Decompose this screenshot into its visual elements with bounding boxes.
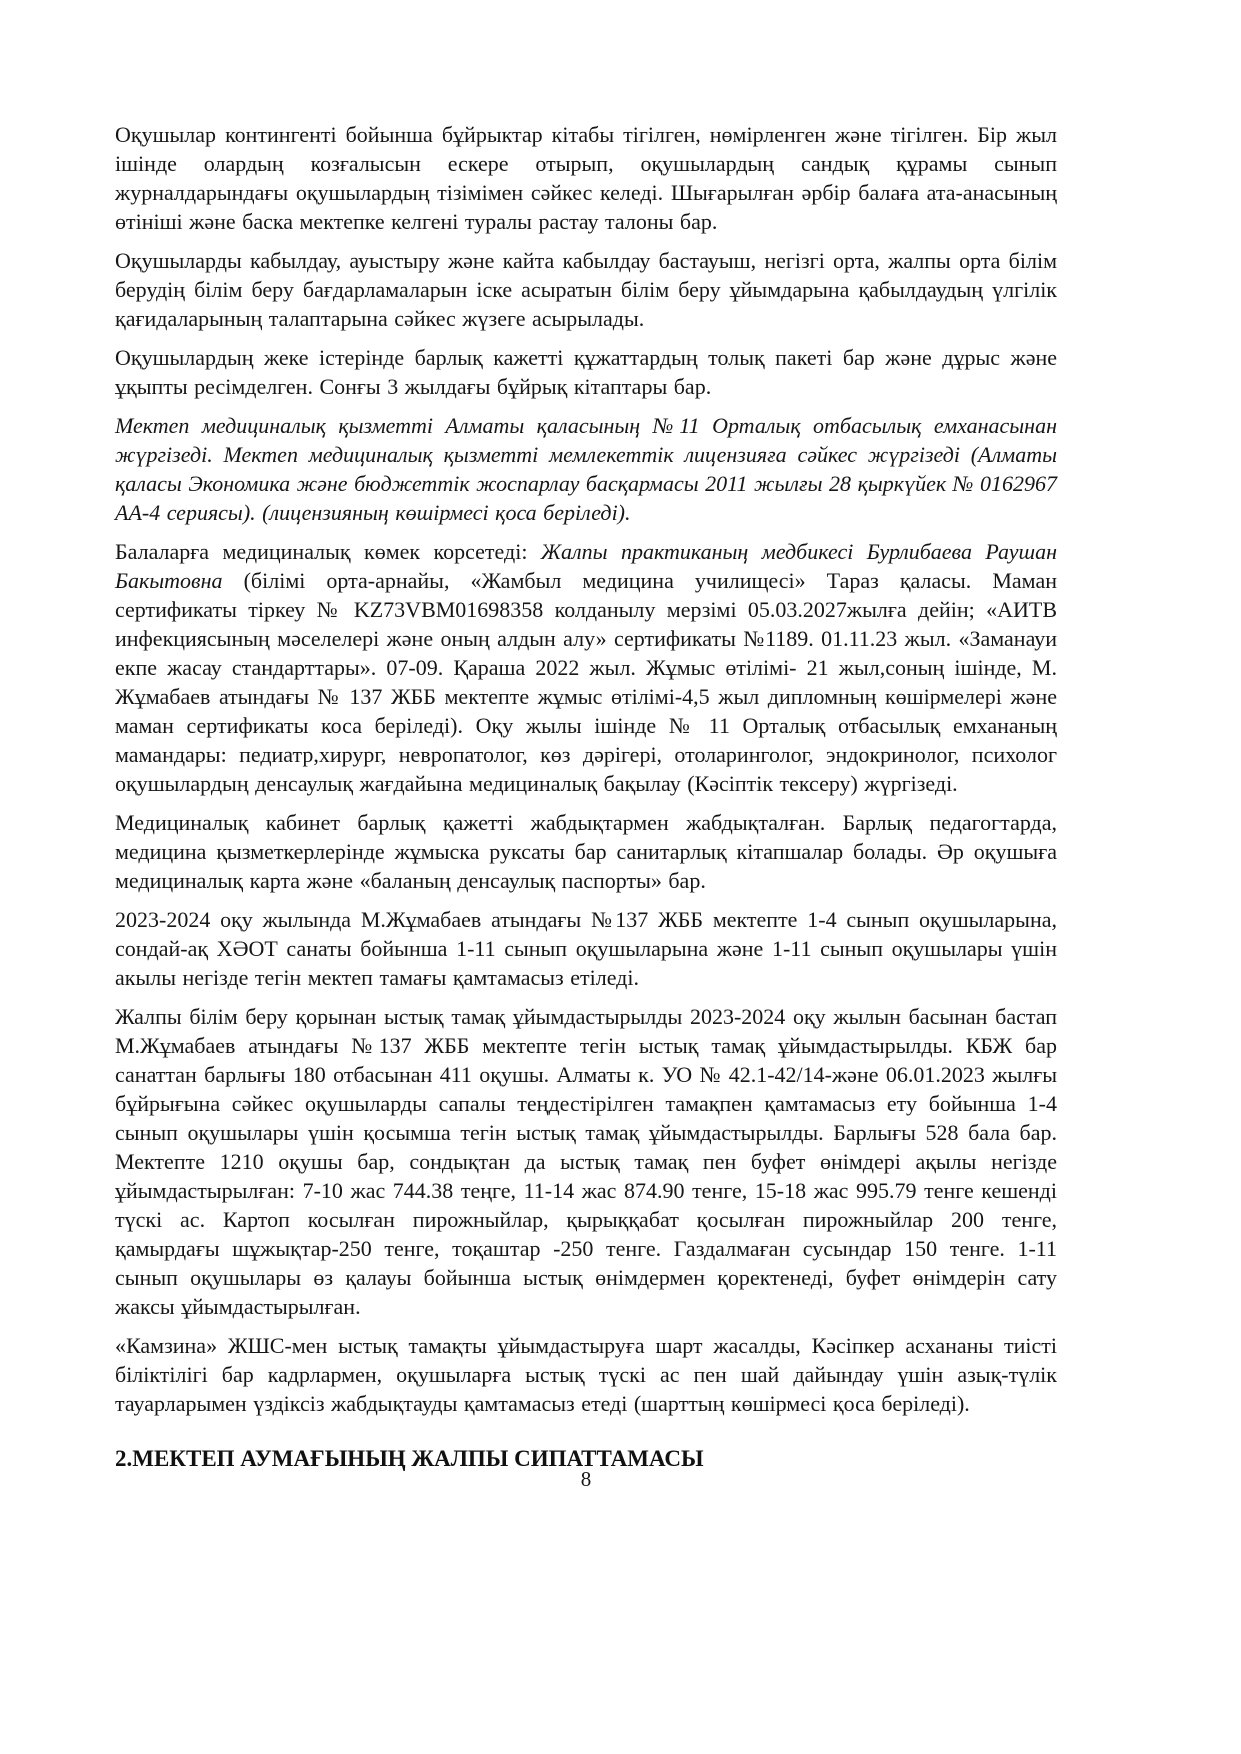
paragraph-text-nurse-name: Жалпы практиканың медбикесі Бурлибаева Раушан Бакытовна: [115, 539, 1057, 593]
paragraph-medical-staff: [115, 537, 1057, 798]
paragraph-hot-meals-organization: [115, 1002, 1057, 1321]
paragraph-medical-cabinet: [115, 808, 1057, 895]
paragraph-text: Оқушыларды кабылдау, ауыстыру және кайта кабылдау бастауыш, негізгі орта, жалпы орта білім берудің білім беру бағдарламаларын іске асыратын білім беру ұйымдарына қабылдаудың үлгілік қағидаларының талаптарына сәйкес жүзеге асырылады.: [115, 248, 1057, 331]
paragraph-admission-rules: [115, 246, 1057, 333]
section-heading: 2.МЕКТЕП АУМАҒЫНЫҢ ЖАЛПЫ СИПАТТАМАСЫ: [115, 1446, 704, 1471]
paragraph-text: 2023-2024 оқу жылында М.Жұмабаев атындағы №137 ЖББ мектепте 1-4 сынып оқушыларына, сондай-ақ ХӘОТ санаты бойынша 1-11 сынып оқушыларына және 1-11 сынып оқушылары үшін акылы негізде тегін мектеп тамағы қамтамасыз етіледі.: [115, 907, 1057, 990]
paragraph-text: Жалпы білім беру қорынан ыстық тамақ ұйымдастырылды 2023-2024 оқу жылын басынан бастап М.Жұмабаев атындағы №137 ЖББ мектепте тегін ыстық тамақ ұйымдастырылды. КБЖ бар санаттан барлығы 180 отбасынан 411 оқушы. Алматы к. УО № 42.1-42/14-және 06.01.2023 жылғы бұйрығына сәйкес оқушыларды сапалы теңдестірілген тамақпен қамтамасыз ету бойынша 1-4 сынып оқушылары үшін қосымша тегін ыстық тамақ ұйымдастырылды. Барлығы 528 бала бар. Мектепте 1210 оқушы бар, сондықтан да ыстық тамақ пен буфет өнімдері ақылы негізде ұйымдастырылған: 7-10 жас 744.38 теңге, 11-14 жас 874.90 тенге, 15-18 жас 995.79 тенге кешенді түскі ас. Картоп косылған пирожныйлар, қырыққабат қосылған пирожныйлар 200 тенге, қамырдағы шұжықтар-250 тенге, тоқаштар -250 тенге. Газдалмаған сусындар 150 тенге. 1-11 сынып оқушылары өз қалауы бойынша ыстық өнімдермен қоректенеді, буфет өнімдерін сату жаксы ұйымдастырылған.: [115, 1004, 1057, 1319]
paragraph-kamzina-contract: [115, 1331, 1057, 1418]
paragraph-text: Мектеп медициналық қызметті Алматы қаласының №11 Орталық отбасылық емханасынан жүргізеді. Мектеп медициналық қызметті мемлекеттік лицензияға сәйкес жүргізеді (Алматы қаласы Экономика және бюджеттік жоспарлау басқармасы 2011 жылғы 28 қыркүйек № 0162967 АА-4 сериясы). (лицензияның көшірмесі қоса беріледі).: [115, 413, 1057, 525]
document-content: [115, 120, 1057, 1474]
paragraph-text: «Камзина» ЖШС-мен ыстық тамақты ұйымдастыруға шарт жасалды, Кәсіпкер асхананы тиісті біліктілігі бар кадрлармен, оқушыларға ыстық түскі ас пен шай дайындау үшін азық-түлік тауарларымен үздіксіз жабдықтауды қамтамасыз етеді (шарттың көшірмесі қоса беріледі).: [115, 1333, 1057, 1416]
paragraph-text: (білімі орта-арнайы, «Жамбыл медицина училищесі» Тараз қаласы. Маман сертификаты тіркеу № KZ73VBM01698358 колданылу мерзімі 05.03.2027жылға дейін; «АИТВ инфекциясының мәселелері және оның алдын алу» сертификаты №1189. 01.11.23 жыл. «Заманауи екпе жасау стандарттары». 07-09. Қараша 2022 жыл. Жұмыс өтілімі- 21 жыл,соның ішінде, М. Жұмабаев атындағы № 137 ЖББ мектепте жұмыс өтілімі-4,5 жыл дипломның көшірмелері және маман сертификаты коса беріледі). Оқу жылы ішінде № 11 Орталық отбасылық емхананың мамандары: педиатр,хирург, невропатолог, көз дәрігері, отоларинголог, эндокринолог, психолог оқушылардың денсаулық жағдайына медициналық бақылау (Кәсіптік тексеру) жүргізеді.: [115, 568, 1057, 796]
paragraph-personal-files: [115, 343, 1057, 401]
page-number: 8: [580, 1467, 592, 1491]
paragraph-text: Медициналық кабинет барлық қажетті жабдықтармен жабдықталған. Барлық педагогтарда, медицина қызметкерлерінде жұмыска руксаты бар санитарлық кітапшалар болады. Әр оқушыға медициналық карта және «баланың денсаулық паспорты» бар.: [115, 810, 1057, 893]
paragraph-text: Балаларға медициналық көмек корсетеді:: [115, 539, 541, 564]
paragraph-students-contingent: [115, 120, 1057, 236]
paragraph-medical-service-license: [115, 411, 1057, 527]
paragraph-text: Оқушылар контингенті бойынша бұйрыктар кітабы тігілген, нөмірленген және тігілген. Бір жыл ішінде олардың козғалысын ескере отырып, оқушылардың сандық құрамы сынып журналдарындағы оқушылардың тізімімен сәйкес келеді. Шығарылған әрбір балаға ата-анасының өтініші және баска мектепке келгені туралы растау талоны бар.: [115, 122, 1057, 234]
paragraph-text: Оқушылардың жеке істерінде барлық кажетті құжаттардың толық пакеті бар және дұрыс және ұқыпты ресімделген. Сонғы 3 жылдағы бұйрық кітаптары бар.: [115, 345, 1057, 399]
paragraph-school-meals-2023: [115, 905, 1057, 992]
